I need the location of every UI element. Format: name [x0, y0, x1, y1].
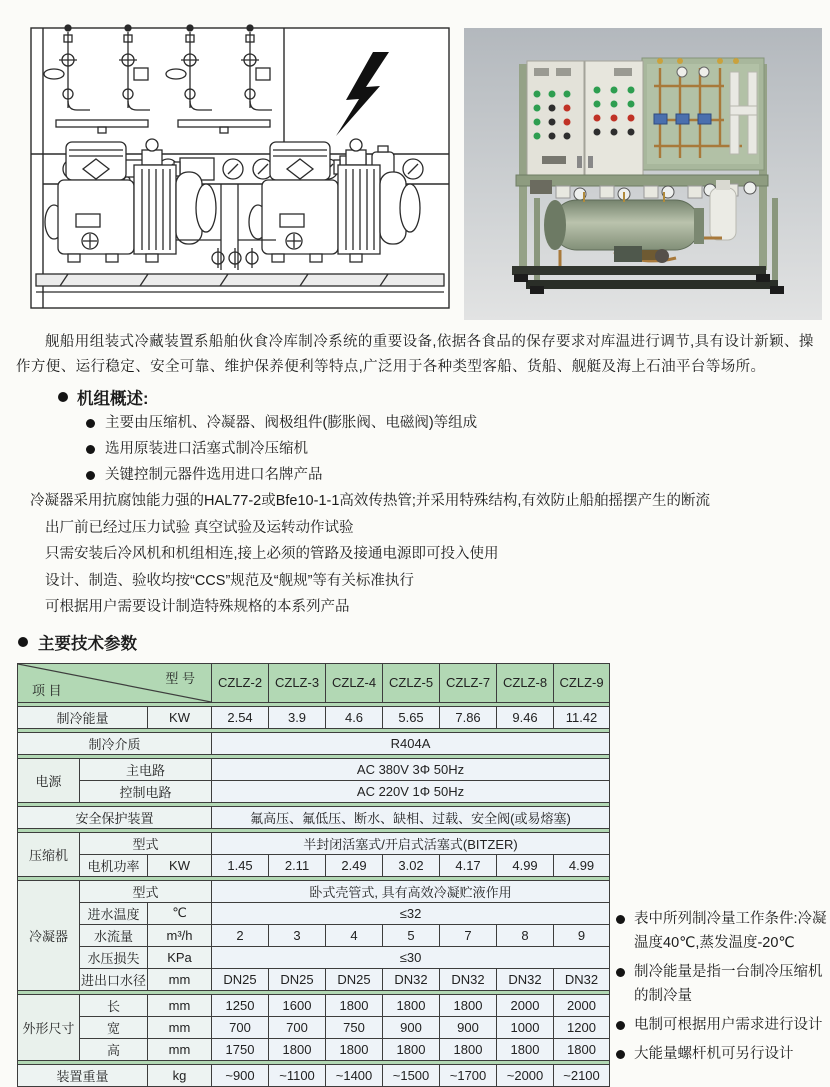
bullet-icon [86, 445, 95, 454]
overview-note-line: 只需安装后冷风机和机组相连,接上必须的管路及接通电源即可投入使用 [45, 546, 499, 562]
value-cell: ~1500 [383, 1064, 440, 1086]
table-row [18, 968, 610, 990]
value-cell: 1.45 [212, 854, 269, 876]
note-text: 电制可根据用户需求进行设计 [634, 1016, 823, 1033]
unit-cell: ℃ [148, 902, 212, 924]
note-text: 大能量螺杆机可另行设计 [634, 1045, 794, 1062]
value-cell: 5.65 [383, 706, 440, 728]
value-cell: 700 [269, 1016, 326, 1038]
overview-section [0, 385, 830, 621]
model-header-cell: CZLZ-2 [212, 663, 269, 702]
value-cell: 1800 [440, 1038, 497, 1060]
value-cell: 半封闭活塞式/开启式活塞式(BITZER) [212, 832, 610, 854]
overview-note-line: 出厂前已经过压力试验 真空试验及运转动作试验 [45, 519, 354, 536]
value-cell: 1800 [554, 1038, 610, 1060]
value-cell: 4.99 [497, 854, 554, 876]
item-cell: 水压损失 [80, 946, 148, 968]
value-cell: 3.9 [269, 706, 326, 728]
unit-cell: KW [148, 706, 212, 728]
value-cell: R404A [212, 732, 610, 754]
value-cell: DN32 [440, 968, 497, 990]
value-cell: 1800 [326, 1038, 383, 1060]
bullet-icon [616, 915, 625, 924]
value-cell: 1800 [326, 994, 383, 1016]
note-item [616, 1042, 830, 1066]
value-cell: 750 [326, 1016, 383, 1038]
value-cell: 1000 [497, 1016, 554, 1038]
table-corner-cell [18, 663, 212, 702]
item-cell: 制冷能量 [18, 706, 148, 728]
value-cell: 5 [383, 924, 440, 946]
value-cell: 2 [212, 924, 269, 946]
value-cell: 氟高压、氟低压、断水、缺相、过载、安全阀(或易熔塞) [212, 806, 610, 828]
model-header-cell: CZLZ-5 [383, 663, 440, 702]
overview-bullet-text: 主要由压缩机、冷凝器、阀极组件(膨胀阀、电磁阀)等组成 [105, 415, 478, 431]
table-row [18, 1038, 610, 1060]
value-cell: 9 [554, 924, 610, 946]
note-text: 制冷能量是指一台制冷压缩机的制冷量 [634, 963, 823, 1004]
overview-bullet-text: 选用原装进口活塞式制冷压缩机 [105, 441, 308, 457]
product-photo [464, 28, 822, 320]
specs-section [0, 630, 830, 1087]
table-row [18, 1064, 610, 1086]
item-cell: 水流量 [80, 924, 148, 946]
specs-heading [18, 630, 830, 654]
unit-cell: kg [148, 1064, 212, 1086]
table-row [18, 880, 610, 902]
table-row [18, 806, 610, 828]
table-row [18, 832, 610, 854]
intro-paragraph: 舰船用组装式冷藏装置系船舶伙食冷库制冷系统的重要设备,依据各食品的保存要求对库温进行调节,具有设计新颖、操作方便、运行稳定、安全可靠、维护保养便利等特点,广泛用于各种类型客船、货船、舰艇及海上石油平台等场所。 [16, 334, 814, 375]
group-cell: 冷凝器 [18, 880, 80, 990]
value-cell: 3.02 [383, 854, 440, 876]
value-cell: 1800 [497, 1038, 554, 1060]
bullet-icon [616, 968, 625, 977]
table-row [18, 946, 610, 968]
item-cell: 安全保护装置 [18, 806, 212, 828]
note-text: 表中所列制冷量工作条件:冷凝温度40℃,蒸发温度-20℃ [634, 910, 827, 951]
overview-bullet-list [0, 410, 830, 488]
table-row [18, 780, 610, 802]
table-row [18, 924, 610, 946]
value-cell: AC 220V 1Φ 50Hz [212, 780, 610, 802]
value-cell: DN25 [212, 968, 269, 990]
value-cell: DN32 [497, 968, 554, 990]
value-cell: 4.17 [440, 854, 497, 876]
unit-cell: mm [148, 994, 212, 1016]
value-cell: AC 380V 3Φ 50Hz [212, 758, 610, 780]
item-axis-label: 项 目 [32, 682, 62, 698]
note-item [616, 1013, 830, 1037]
specs-heading-label: 主要技术参数 [38, 634, 137, 653]
overview-heading-label: 机组概述: [77, 390, 149, 408]
value-cell: 2.49 [326, 854, 383, 876]
value-cell: 1800 [269, 1038, 326, 1060]
table-row [18, 994, 610, 1016]
value-cell: 1250 [212, 994, 269, 1016]
unit-cell: KW [148, 854, 212, 876]
overview-heading [58, 385, 830, 409]
value-cell: ≤30 [212, 946, 610, 968]
model-header-cell: CZLZ-8 [497, 663, 554, 702]
value-cell: 1800 [383, 1038, 440, 1060]
model-axis-label: 型 号 [165, 670, 196, 686]
item-cell: 宽 [80, 1016, 148, 1038]
value-cell: 7.86 [440, 706, 497, 728]
item-cell: 进水温度 [80, 902, 148, 924]
group-cell: 电源 [18, 758, 80, 802]
value-cell: 8 [497, 924, 554, 946]
item-cell: 长 [80, 994, 148, 1016]
note-item [616, 960, 830, 1008]
overview-bullet-item [86, 462, 830, 488]
item-cell: 装置重量 [18, 1064, 148, 1086]
bullet-icon [86, 419, 95, 428]
value-cell: ~2100 [554, 1064, 610, 1086]
bullet-icon [616, 1050, 625, 1059]
value-cell: ~2000 [497, 1064, 554, 1086]
value-cell: ≤32 [212, 902, 610, 924]
bullet-icon [616, 1021, 625, 1030]
value-cell: 900 [440, 1016, 497, 1038]
value-cell: ~900 [212, 1064, 269, 1086]
item-cell: 型式 [80, 832, 212, 854]
value-cell: 4 [326, 924, 383, 946]
item-cell: 高 [80, 1038, 148, 1060]
item-cell: 主电路 [80, 758, 212, 780]
overview-note-line: 冷凝器采用抗腐蚀能力强的HAL77-2或Bfe10-1-1高效传热管;并采用特殊结构,有效防止船舶摇摆产生的断流 [30, 493, 710, 509]
table-row [18, 1016, 610, 1038]
bullet-icon [58, 392, 68, 402]
model-header-cell: CZLZ-9 [554, 663, 610, 702]
value-cell: 4.6 [326, 706, 383, 728]
value-cell: DN32 [554, 968, 610, 990]
unit-cell: mm [148, 968, 212, 990]
value-cell: 11.42 [554, 706, 610, 728]
table-row [18, 706, 610, 728]
figures-band [0, 0, 830, 322]
overview-bullet-item [86, 436, 830, 462]
value-cell: 7 [440, 924, 497, 946]
value-cell: 1800 [440, 994, 497, 1016]
value-cell: 2.54 [212, 706, 269, 728]
value-cell: 3 [269, 924, 326, 946]
item-cell: 控制电路 [80, 780, 212, 802]
value-cell: 2000 [554, 994, 610, 1016]
value-cell: DN32 [383, 968, 440, 990]
model-header-cell: CZLZ-4 [326, 663, 383, 702]
value-cell: 4.99 [554, 854, 610, 876]
value-cell: DN25 [326, 968, 383, 990]
value-cell: 1600 [269, 994, 326, 1016]
table-row [18, 902, 610, 924]
unit-cell: KPa [148, 946, 212, 968]
value-cell: 卧式壳管式, 具有高效冷凝贮液作用 [212, 880, 610, 902]
value-cell: 700 [212, 1016, 269, 1038]
bullet-icon [18, 637, 28, 647]
value-cell: ~1700 [440, 1064, 497, 1086]
value-cell: 2000 [497, 994, 554, 1016]
overview-bullet-text: 关键控制元器件选用进口名牌产品 [105, 467, 323, 483]
group-cell: 压缩机 [18, 832, 80, 876]
value-cell: 900 [383, 1016, 440, 1038]
table-row [18, 732, 610, 754]
value-cell: 1750 [212, 1038, 269, 1060]
unit-cell: mm [148, 1038, 212, 1060]
value-cell: ~1400 [326, 1064, 383, 1086]
specs-table [17, 663, 610, 1087]
model-header-cell: CZLZ-3 [269, 663, 326, 702]
item-cell: 型式 [80, 880, 212, 902]
overview-note-line: 可根据用户需要设计制造特殊规格的本系列产品 [45, 599, 350, 615]
value-cell: 1800 [383, 994, 440, 1016]
value-cell: ~1100 [269, 1064, 326, 1086]
table-row [18, 758, 610, 780]
technical-drawing [28, 22, 452, 316]
value-cell: DN25 [269, 968, 326, 990]
value-cell: 2.11 [269, 854, 326, 876]
group-cell: 外形尺寸 [18, 994, 80, 1060]
unit-cell: mm [148, 1016, 212, 1038]
table-row [18, 854, 610, 876]
overview-notes [0, 488, 830, 621]
unit-cell: m³/h [148, 924, 212, 946]
model-header-cell: CZLZ-7 [440, 663, 497, 702]
value-cell: 1200 [554, 1016, 610, 1038]
value-cell: 9.46 [497, 706, 554, 728]
note-item [616, 907, 830, 955]
item-cell: 进出口水径 [80, 968, 148, 990]
bullet-icon [86, 471, 95, 480]
overview-note-line: 设计、制造、验收均按“CCS”规范及“舰规”等有关标准执行 [45, 572, 414, 589]
side-notes-list [616, 907, 830, 1071]
overview-bullet-item [86, 410, 830, 436]
item-cell: 电机功率 [80, 854, 148, 876]
item-cell: 制冷介质 [18, 732, 212, 754]
